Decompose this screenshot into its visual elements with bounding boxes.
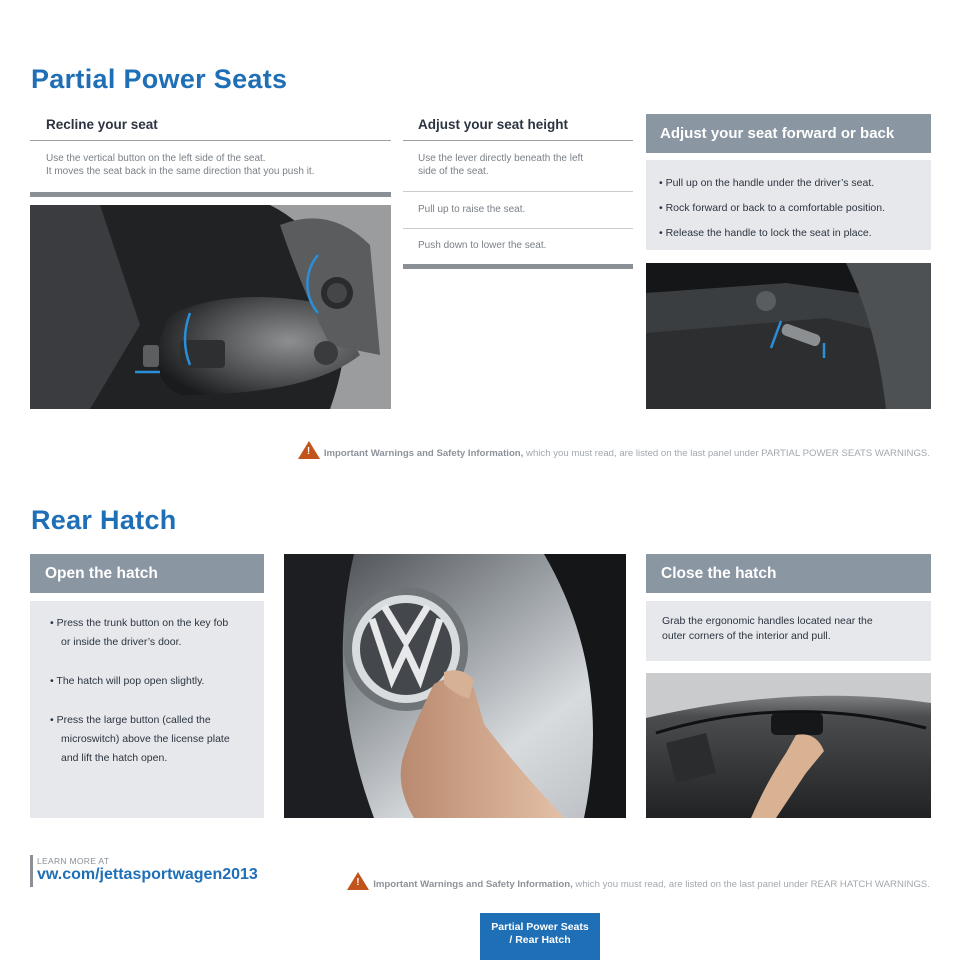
seat-side-illustration bbox=[30, 205, 391, 409]
forward-bullet: • Rock forward or back to a comfortable position. bbox=[659, 202, 886, 214]
forward-bullet: • Pull up on the handle under the driver’s seat. bbox=[659, 177, 875, 189]
seat-handle-illustration bbox=[646, 263, 931, 409]
close-hatch-photo bbox=[646, 673, 931, 818]
close-hatch-text: Grab the ergonomic handles located near the outer corners of the interior and pull. bbox=[662, 615, 873, 642]
warning-icon: ! bbox=[347, 872, 369, 890]
recline-seat-photo bbox=[30, 205, 391, 409]
recline-rule bbox=[30, 140, 391, 141]
recline-rule-bottom bbox=[30, 192, 391, 197]
height-divider-2 bbox=[403, 228, 633, 229]
learn-more-label: LEARN MORE AT bbox=[37, 856, 110, 866]
forward-panel bbox=[646, 160, 931, 250]
footer-accent-bar bbox=[30, 855, 33, 887]
hatch-warning: ! Important Warnings and Safety Information, which you must read, are listed on the last panel under REAR HATCH WARNINGS. bbox=[347, 872, 930, 890]
seats-warning: ! Important Warnings and Safety Information, which you must read, are listed on the last panel under PARTIAL POWER SEATS WARNINGS. bbox=[298, 441, 930, 459]
hatch-handle-illustration bbox=[646, 673, 931, 818]
height-text: Use the lever directly beneath the left side of the seat. bbox=[418, 153, 584, 177]
warning-icon: ! bbox=[298, 441, 320, 459]
close-hatch-heading: Close the hatch bbox=[646, 554, 931, 593]
forward-heading: Adjust your seat forward or back bbox=[646, 114, 931, 153]
height-rule-bottom bbox=[403, 264, 633, 269]
height-heading: Adjust your seat height bbox=[418, 117, 569, 132]
height-lower: Push down to lower the seat. bbox=[418, 240, 547, 251]
height-raise: Pull up to raise the seat. bbox=[418, 204, 526, 215]
forward-bullets bbox=[659, 171, 927, 246]
hatch-title: Rear Hatch bbox=[31, 505, 177, 535]
open-hatch-bullets: • Press the trunk button on the key fob or inside the driver’s door. • The hatch will pop open slightly. • Press the large button (called the microswitch) above the license plate and lift the hatch open. bbox=[50, 617, 230, 764]
close-hatch-panel bbox=[646, 601, 931, 661]
recline-text: Use the vertical button on the left side of the seat. It moves the seat back in the same direction that you push it. bbox=[46, 153, 315, 177]
learn-more-link[interactable]: vw.com/jettasportwagen2013 bbox=[37, 866, 258, 883]
forward-bullet: • Release the handle to lock the seat in place. bbox=[659, 227, 872, 239]
vw-emblem-illustration bbox=[284, 554, 626, 818]
hatch-emblem-photo bbox=[284, 554, 626, 818]
open-hatch-panel bbox=[30, 601, 264, 818]
recline-heading: Recline your seat bbox=[46, 117, 158, 132]
height-divider-1 bbox=[403, 191, 633, 192]
forward-seat-photo bbox=[646, 263, 931, 409]
seats-title: Partial Power Seats bbox=[31, 64, 288, 94]
section-tab: Partial Power Seats / Rear Hatch bbox=[480, 913, 600, 960]
open-hatch-heading: Open the hatch bbox=[30, 554, 264, 593]
height-rule bbox=[403, 140, 633, 141]
